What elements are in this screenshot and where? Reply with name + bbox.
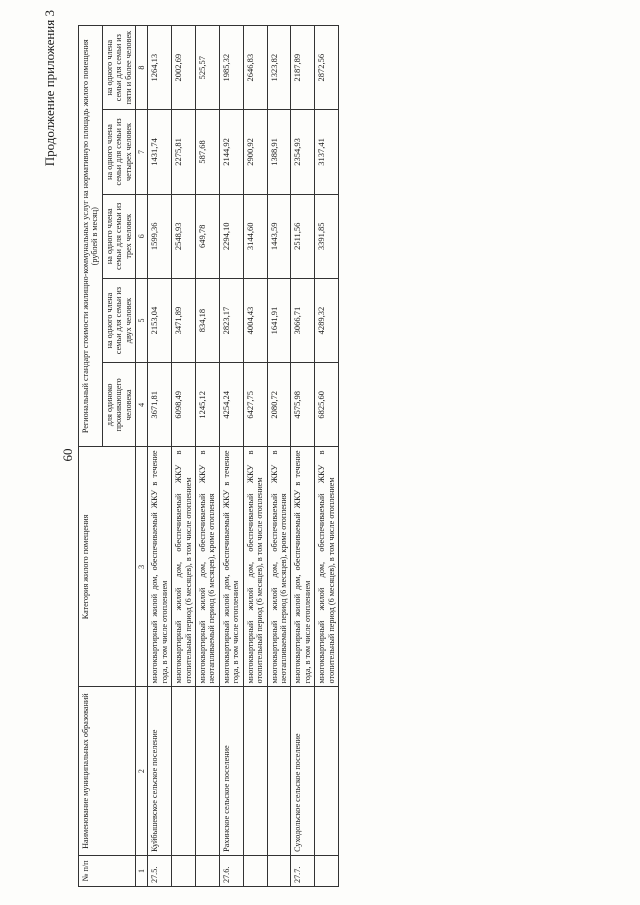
municipality-name: [172, 687, 196, 856]
housing-category: многоквартирный жилой дом, обеспечиваемый ЖКУ в течение года, в том числе отоплением: [148, 447, 172, 687]
header-no: № п/п: [79, 855, 136, 886]
standard-value: 525,57: [195, 26, 219, 110]
header-sub-2: на одного члена семьи для семьи из двух человек: [102, 278, 135, 362]
municipality-name: Суходольское сельское поселение: [291, 687, 315, 856]
standard-value: 1323,82: [267, 26, 291, 110]
housing-category: многоквартирный жилой дом, обеспечиваемый ЖКУ в отопительный период (6 месяцев), в том числе отоплением: [172, 447, 196, 687]
standard-value: 6098,49: [172, 363, 196, 447]
header-index-7: 7: [136, 110, 148, 194]
standard-value: 6427,75: [243, 363, 267, 447]
standard-value: 2646,83: [243, 26, 267, 110]
table-row: [267, 26, 291, 887]
header-sub-4: на одного члена семьи для семьи из четырех человек: [102, 110, 135, 194]
table-row: [243, 26, 267, 887]
standard-value: 834,18: [195, 278, 219, 362]
standard-value: 2080,72: [267, 363, 291, 447]
standard-value: 4289,32: [315, 278, 339, 362]
standard-value: 1985,32: [219, 26, 243, 110]
table-row: [291, 26, 315, 887]
table-row: [219, 26, 243, 887]
standard-value: 1443,59: [267, 194, 291, 278]
header-sub-5: на одного члена семьи для семьи из пяти и более человек: [102, 26, 135, 110]
header-index-8: 8: [136, 26, 148, 110]
standard-value: 6825,60: [315, 363, 339, 447]
row-number: [172, 855, 196, 886]
header-standard-group: Региональный стандарт стоимости жилищно-коммунальных услуг на нормативную площадь жилого помещения (рублей в месяц): [79, 26, 103, 447]
standard-value: 649,78: [195, 194, 219, 278]
standard-value: 2872,56: [315, 26, 339, 110]
standard-value: 3391,85: [315, 194, 339, 278]
header-sub-1: для одиноко проживающего человека: [102, 363, 135, 447]
standard-value: 2548,93: [172, 194, 196, 278]
page-number: 60: [60, 448, 75, 462]
municipality-name: [195, 687, 219, 856]
standard-value: 4254,24: [219, 363, 243, 447]
header-index-5: 5: [136, 278, 148, 362]
rates-table: [78, 25, 339, 887]
row-number: [195, 855, 219, 886]
standard-value: 2823,17: [219, 278, 243, 362]
standard-value: 3066,71: [291, 278, 315, 362]
header-index-2: 2: [136, 687, 148, 856]
row-number: [315, 855, 339, 886]
table-row: [148, 26, 172, 887]
header-index-4: 4: [136, 363, 148, 447]
standard-value: 2294,10: [219, 194, 243, 278]
standard-value: 1641,91: [267, 278, 291, 362]
table-row: [195, 26, 219, 887]
table-row: [172, 26, 196, 887]
header-sub-3: на одного члена семьи для семьи из трех человек: [102, 194, 135, 278]
standard-value: 3471,89: [172, 278, 196, 362]
standard-value: 2002,69: [172, 26, 196, 110]
municipality-name: Рахинское сельское поселение: [219, 687, 243, 856]
standard-value: 3671,81: [148, 363, 172, 447]
municipality-name: [243, 687, 267, 856]
standard-value: 4575,98: [291, 363, 315, 447]
row-number: [267, 855, 291, 886]
standard-value: 2354,93: [291, 110, 315, 194]
table-row: [315, 26, 339, 887]
row-number: 27.7.: [291, 855, 315, 886]
row-number: [243, 855, 267, 886]
standard-value: 1431,74: [148, 110, 172, 194]
standard-value: 2275,81: [172, 110, 196, 194]
row-number: 27.6.: [219, 855, 243, 886]
standard-value: 1264,13: [148, 26, 172, 110]
standard-value: 1245,12: [195, 363, 219, 447]
standard-value: 2187,89: [291, 26, 315, 110]
header-category: Категория жилого помещения: [79, 447, 136, 687]
row-number: 27.5.: [148, 855, 172, 886]
standard-value: 1599,36: [148, 194, 172, 278]
header-index-1: 1: [136, 855, 148, 886]
housing-category: многоквартирный жилой дом, обеспечиваемый ЖКУ в неотапливаемый период (6 месяцев), кроме отопления: [195, 447, 219, 687]
standard-value: 587,68: [195, 110, 219, 194]
municipality-name: [315, 687, 339, 856]
header-index-3: 3: [136, 447, 148, 687]
municipality-name: [267, 687, 291, 856]
housing-category: многоквартирный жилой дом, обеспечиваемый ЖКУ в течение года, в том числе отоплением: [219, 447, 243, 687]
standard-value: 4004,43: [243, 278, 267, 362]
standard-value: 2144,92: [219, 110, 243, 194]
header-municipality: Наименование муниципальных образований: [79, 687, 136, 856]
housing-category: многоквартирный жилой дом, обеспечиваемый ЖКУ в течение года, в том числе отоплением: [291, 447, 315, 687]
standard-value: 1388,91: [267, 110, 291, 194]
continuation-label: Продолжение приложения 3: [42, 10, 57, 167]
housing-category: многоквартирный жилой дом, обеспечиваемый ЖКУ в отопительный период (6 месяцев), в том числе отоплением: [315, 447, 339, 687]
standard-value: 2153,04: [148, 278, 172, 362]
standard-value: 2900,92: [243, 110, 267, 194]
housing-category: многоквартирный жилой дом, обеспечиваемый ЖКУ в неотапливаемый период (6 месяцев), кроме отопления: [267, 447, 291, 687]
table-body: [148, 26, 339, 887]
housing-category: многоквартирный жилой дом, обеспечиваемый ЖКУ в отопительный период (6 месяцев), в том числе отоплением: [243, 447, 267, 687]
standard-value: 2511,56: [291, 194, 315, 278]
standard-value: 3144,60: [243, 194, 267, 278]
header-index-6: 6: [136, 194, 148, 278]
standard-value: 3137,41: [315, 110, 339, 194]
municipality-name: Куйбышевское сельское поселение: [148, 687, 172, 856]
